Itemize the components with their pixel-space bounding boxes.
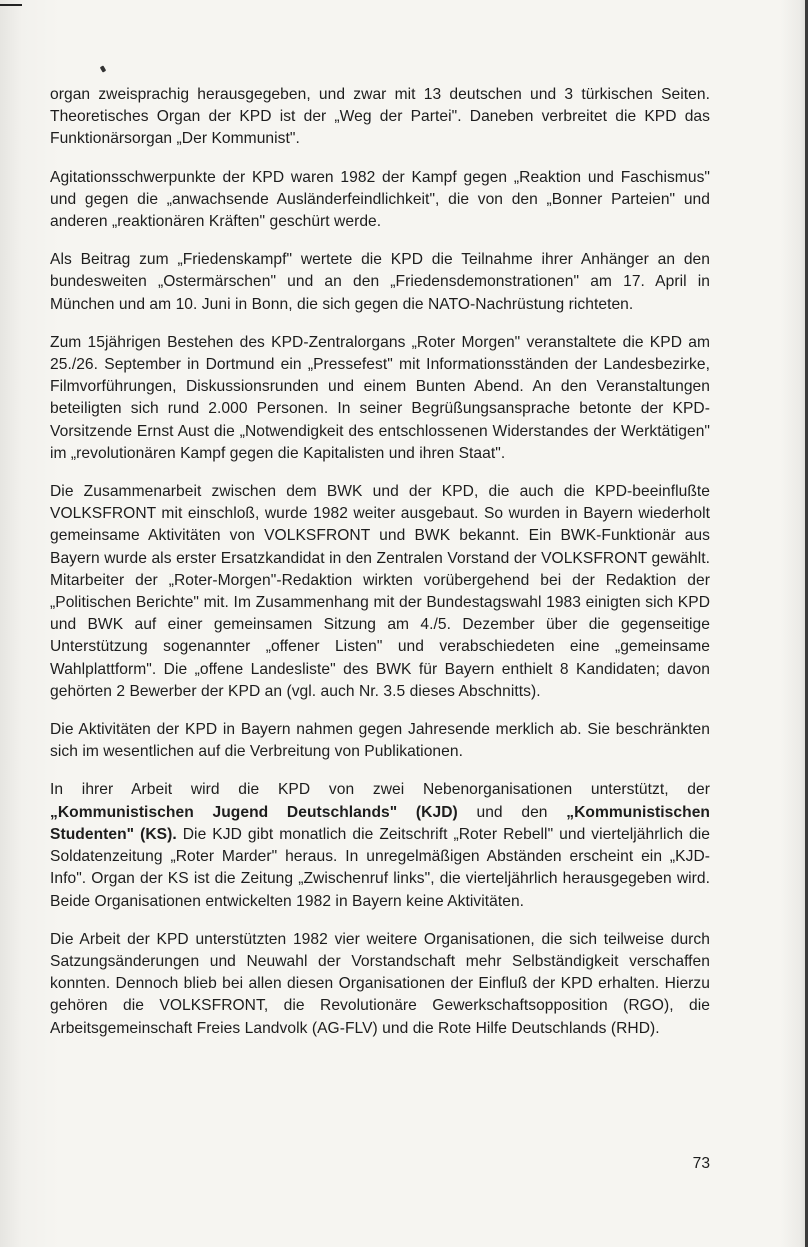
body-text bbox=[50, 84, 710, 1040]
paragraph-7 bbox=[50, 779, 710, 912]
organization-kjd: „Kommunistischen Jugend Deutschlands" (KJD) bbox=[50, 803, 458, 821]
organization-ks: „Kommunistischen Studenten" (KS). bbox=[50, 803, 710, 843]
paragraph-7-rest: Die KJD gibt monatlich die Zeitschrift „Roter Rebell" und vierteljährlich die Soldatenzeitung „Roter Marder" heraus. In unregelmäßigen Abständen erscheint ein „KJD-Info". Organ der KS ist die Zeitung „Zwischenruf links", die vierteljährlich herausgegeben wird. Beide Organisationen entwickelten 1982 in Bayern keine Aktivitäten. bbox=[50, 825, 711, 910]
paragraph-6: Die Aktivitäten der KPD in Bayern nahmen gegen Jahresende merklich ab. Sie beschränkten sich im wesentlichen auf die Verbreitung von Publikationen. bbox=[50, 721, 710, 761]
scan-corner-mark bbox=[0, 4, 22, 28]
paragraph-4: Zum 15jährigen Bestehen des KPD-Zentralorgans „Roter Morgen" veranstaltete die KPD am 25./26. September in Dortmund ein „Pressefest" mit Informationsständen der Landesbezirke, Filmvorführungen, Diskussionsrunden und einem Bunten Abend. An den Veranstaltungen beteiligten sich rund 2.000 Personen. In seiner Begrüßungsansprache betonte der KPD-Vorsitzende Ernst Aust die „Notwendigkeit des entschlossenen Widerstandes der Werktätigen" im „revolutionären Kampf gegen die Kapitalisten und ihren Staat". bbox=[50, 333, 710, 462]
paragraph-1: organ zweisprachig herausgegeben, und zwar mit 13 deutschen und 3 türkischen Seiten. Theoretisches Organ der KPD ist der „Weg der Partei". Daneben verbreitet die KPD das Funktionärsorgan „Der Kommunist". bbox=[50, 86, 710, 148]
page-number: 73 bbox=[692, 1155, 710, 1172]
scan-speck bbox=[100, 65, 106, 72]
paragraph-5: Die Zusammenarbeit zwischen dem BWK und der KPD, die auch die KPD-beeinflußte VOLKSFRONT mit einschloß, wurde 1982 weiter ausgebaut. So wurden in Bayern wiederholt gemeinsame Aktivitäten von VOLKSFRONT und BWK bekannt. Ein BWK-Funktionär aus Bayern wurde als erster Ersatzkandidat in den Zentralen Vorstand der VOLKSFRONT gewählt. Mitarbeiter der „Roter-Morgen"-Redaktion wirkten vorübergehend bei der Redaktion der „Politischen Berichte" mit. Im Zusammenhang mit der Bundestagswahl 1983 einigten sich KPD und BWK auf einer gemeinsamen Sitzung am 4./5. Dezember über die gegenseitige Unterstützung sogenannter „offener Listen" und verabschiedeten eine „gemeinsame Wahlplattform". Die „offene Landesliste" des BWK für Bayern enthielt 8 Kandidaten; davon gehörten 2 Bewerber der KPD an (vgl. auch Nr. 3.5 dieses Abschnitts). bbox=[50, 483, 710, 700]
paragraph-8: Die Arbeit der KPD unterstützten 1982 vier weitere Organisationen, die sich teilweise durch Satzungsänderungen und Neuwahl der Vorstandschaft mehr Selbständigkeit verschaffen konnten. Dennoch blieb bei allen diesen Organisationen der Einfluß der KPD erhalten. Hierzu gehören die VOLKSFRONT, die Revolutionäre Gewerkschaftsopposition (RGO), die Arbeitsgemeinschaft Freies Landvolk (AG-FLV) und die Rote Hilfe Deutschlands (RHD). bbox=[50, 930, 710, 1037]
paragraph-2: Agitationsschwerpunkte der KPD waren 1982 der Kampf gegen „Reaktion und Faschismus" und gegen die „anwachsende Ausländerfeindlichkeit", die von den „Bonner Parteien" und anderen „reaktionären Kräften" geschürt werde. bbox=[50, 168, 710, 231]
paragraph-7-mid: und den bbox=[457, 803, 567, 821]
paragraph-3: Als Beitrag zum „Friedenskampf" wertete die KPD die Teilnahme ihrer Anhänger an den bundesweiten „Ostermärschen" und an den „Friedensdemonstrationen" am 17. April in München und am 10. Juni in Bonn, die sich gegen die NATO-Nachrüstung richteten. bbox=[50, 251, 710, 313]
paragraph-7-intro: In ihrer Arbeit wird die KPD von zwei Nebenorganisationen unterstützt, der bbox=[50, 781, 710, 799]
